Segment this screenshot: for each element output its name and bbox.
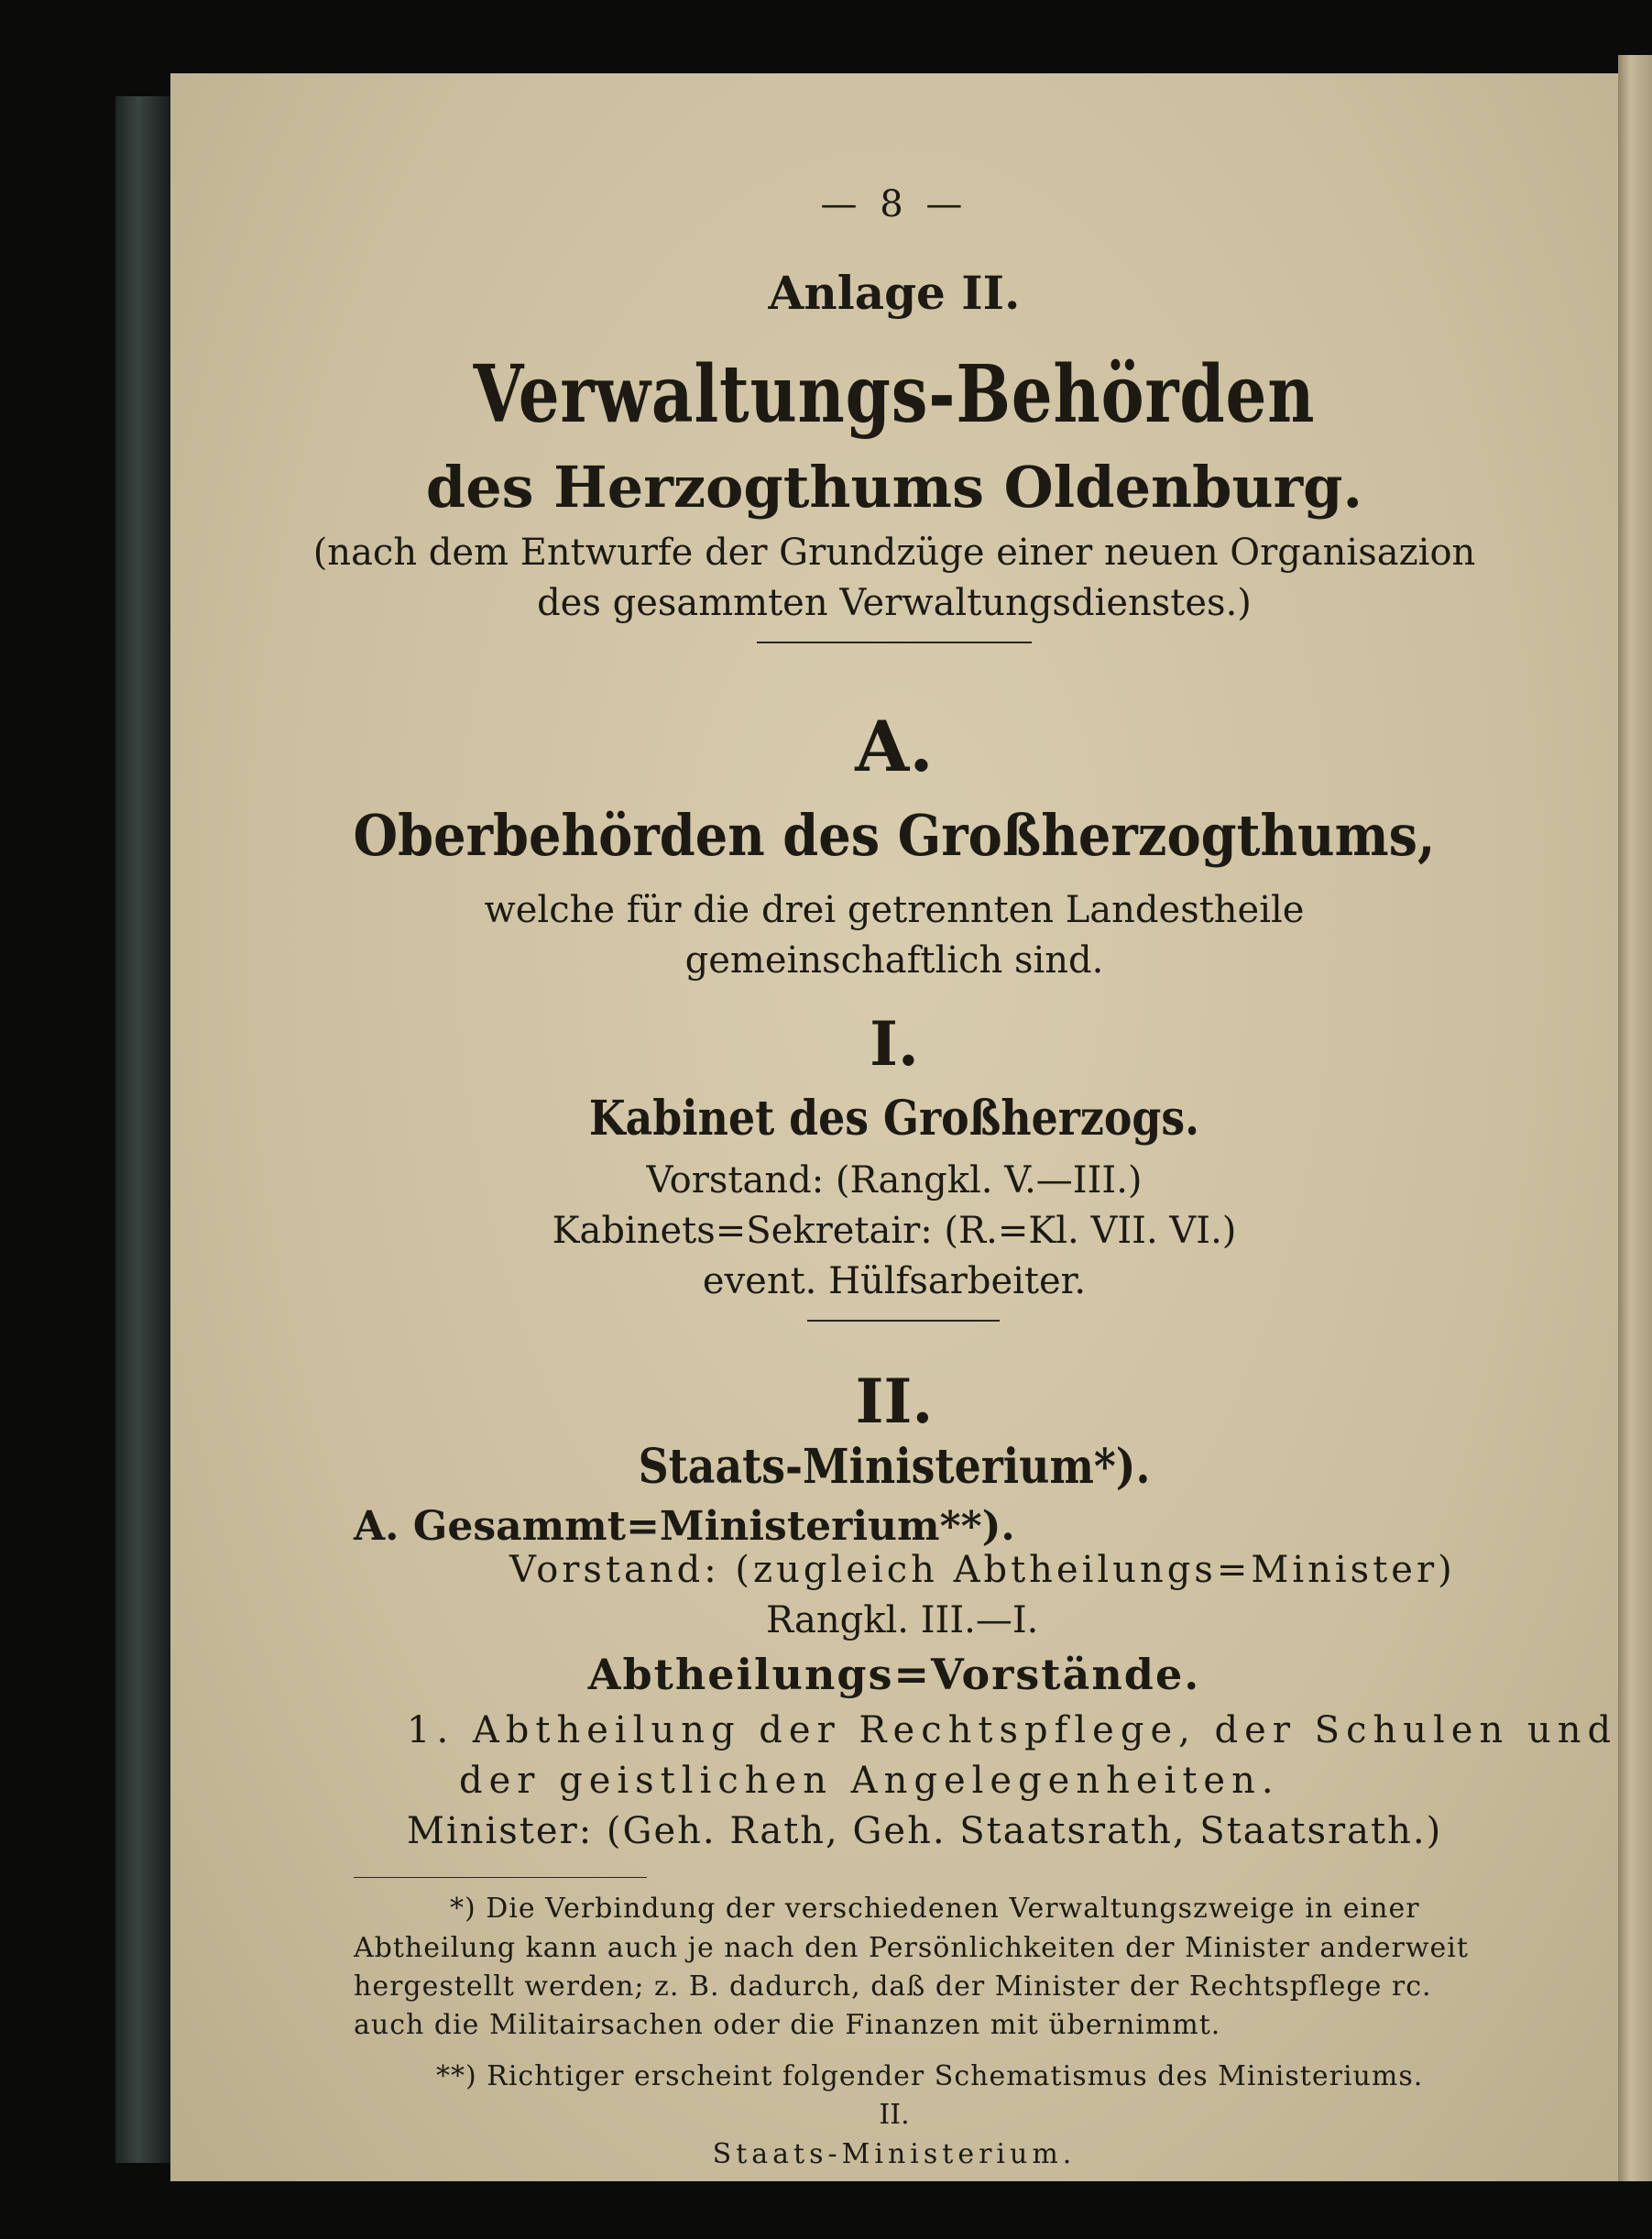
appendix-label: Anlage II. xyxy=(768,266,1021,320)
footnote-1-line-4: auch die Militairsachen oder die Finanzen mit übernimmt. xyxy=(354,2009,1221,2041)
abtheilungs-vorstaende-heading: Abtheilungs=Vorstände. xyxy=(587,1650,1201,1699)
title-note-line-2: des gesammten Verwaltungsdienstes.) xyxy=(537,582,1252,624)
section-a-line-2: gemeinschaftlich sind. xyxy=(684,939,1104,982)
title-note-line-1: (nach dem Entwurfe der Grundzüge einer neuen Organisazion xyxy=(312,532,1476,574)
vorstand-line: Vorstand: (zugleich Abtheilungs=Minister) xyxy=(509,1549,1456,1591)
footnote-2-line-1: **) Richtiger erscheint folgender Schematismus des Ministeriums. xyxy=(436,2060,1424,2092)
page-number: — 8 — xyxy=(820,183,968,225)
book-spine xyxy=(115,96,172,2163)
page-title: Verwaltungs-Behörden xyxy=(473,348,1316,441)
department-1-line-2: der geistlichen Angelegenheiten. xyxy=(459,1760,1280,1802)
section-1-line-2: Kabinets=Sekretair: (R.=Kl. VII. VI.) xyxy=(552,1210,1237,1252)
rangkl-line: Rangkl. III.—I. xyxy=(766,1599,1039,1641)
section-2-numeral: II. xyxy=(855,1366,934,1437)
department-1-line-1: 1. Abtheilung der Rechtspflege, der Schulen und xyxy=(407,1709,1618,1751)
minister-line: Minister: (Geh. Rath, Geh. Staatsrath, Staatsrath.) xyxy=(407,1810,1443,1852)
footnote-1-line-2: Abtheilung kann auch je nach den Persönlichkeiten der Minister anderweit xyxy=(354,1932,1469,1964)
footnote-1-line-3: hergestellt werden; z. B. dadurch, daß der Minister der Rechtspflege rc. xyxy=(354,1970,1432,2003)
footnote-rule xyxy=(354,1877,647,1878)
facing-page-edge xyxy=(1618,55,1652,2181)
section-1-title: Kabinet des Großherzogs. xyxy=(588,1091,1200,1147)
section-2-title: Staats-Ministerium*). xyxy=(638,1439,1151,1495)
book-page xyxy=(170,73,1618,2181)
divider-rule xyxy=(757,642,1032,643)
footnote-2-numeral: II. xyxy=(879,2099,910,2131)
section-a-title: Oberbehörden des Großherzogthums, xyxy=(353,802,1436,869)
section-1-line-3: event. Hülfsarbeiter. xyxy=(702,1260,1087,1302)
page-subtitle: des Herzogthums Oldenburg. xyxy=(425,454,1363,521)
section-a-line-1: welche für die drei getrennten Landestheile xyxy=(484,889,1305,931)
footnote-2-title: Staats-Ministerium. xyxy=(712,2138,1077,2170)
divider-rule-2 xyxy=(807,1320,1000,1322)
section-1-numeral: I. xyxy=(870,1008,919,1080)
footnote-1-line-1: *) Die Verbindung der verschiedenen Verwaltungszweige in einer xyxy=(450,1893,1420,1925)
section-1-line-1: Vorstand: (Rangkl. V.—III.) xyxy=(646,1159,1143,1202)
gesammt-ministerium-heading: A. Gesammt=Ministerium**). xyxy=(354,1503,1015,1550)
section-a-letter: A. xyxy=(855,706,934,787)
